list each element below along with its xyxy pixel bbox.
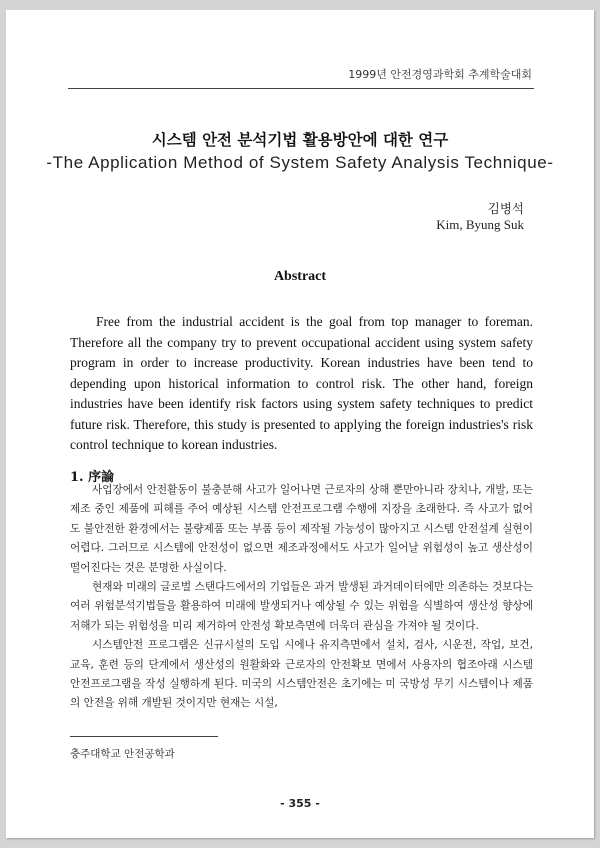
section-body (70, 481, 533, 714)
author-name-korean: 김병석 (487, 201, 524, 216)
page-number: - 355 - (280, 797, 320, 810)
footnote-affiliation: 충주대학교 안전공학과 (70, 748, 175, 760)
body-paragraph: 사업장에서 안전활동이 불충분해 사고가 일어나면 근로자의 상해 뿐만아니라 장치나, 개발, 또는 제조 중인 제품에 피해를 주어 예상된 시스템 안전프로그램 수행에 지장을 초래한다. 즉 사고가 없어도 불안전한 환경에서는 불량제품 또는 부품 등이 제작될 가능성이 많아지고 시스템 안전설계 실현이 어렵다. 그러므로 시스템에 안전성이 없으면 제조과정에서도 사고가 일어날 위험성이 높고 생산성이 떨어진다는 것은 분명한 사실이다. (70, 484, 533, 574)
header-rule (68, 88, 534, 89)
body-paragraph: 시스템안전 프로그램은 신규시설의 도입 시에나 유지측면에서 설치, 검사, 시운전, 작업, 보건, 교육, 훈련 등의 단계에서 생산성의 원활화와 근로자의 안전확보 면에서 사용자의 협조아래 시스템 안전프로그램을 작성 실행하게 된다. 미국의 시스템안전은 초기에는 미 국방성 무기 시스템이나 제품의 안전을 위해 개발된 것이지만 현재는 시설, (70, 639, 533, 710)
title-korean: 시스템 안전 분석기법 활용방안에 대한 연구 (151, 131, 449, 149)
section-heading: 1. 序論 (70, 470, 115, 485)
abstract-text: Free from the industrial accident is the goal from top manager to foreman. Therefore all the company try to prevent occupational accident using system safety program in order to increase productivity. Korean industries have been tend to depending upon historical information to control risk. The other hand, foreign industries have been identify risk factors using system safety techniques to predict future risk. Therefore, this study is presented to applying the foreign industries's risk control technique to korean industries. (70, 314, 533, 452)
author-name-english: Kim, Byung Suk (436, 217, 524, 232)
running-head: 1999년 안전경영과학회 추계학술대회 (348, 68, 532, 81)
paper-page (6, 10, 594, 838)
body-paragraph: 현재와 미래의 글로벌 스탠다드에서의 기업들은 과거 발생된 과거데이터에만 의존하는 것보다는 여러 위험분석기법들을 활용하여 미래에 발생되거나 예상될 수 있는 위험을 식별하여 생산성 향상에 저해가 되는 위험성을 미리 제거하여 안전성 확보측면에 더욱더 관심을 가져야 될 것이다. (70, 581, 533, 632)
abstract-heading: Abstract (273, 269, 327, 284)
footnote-rule (70, 736, 218, 737)
title-english: -The Application Method of System Safety Analysis Technique- (46, 153, 554, 172)
